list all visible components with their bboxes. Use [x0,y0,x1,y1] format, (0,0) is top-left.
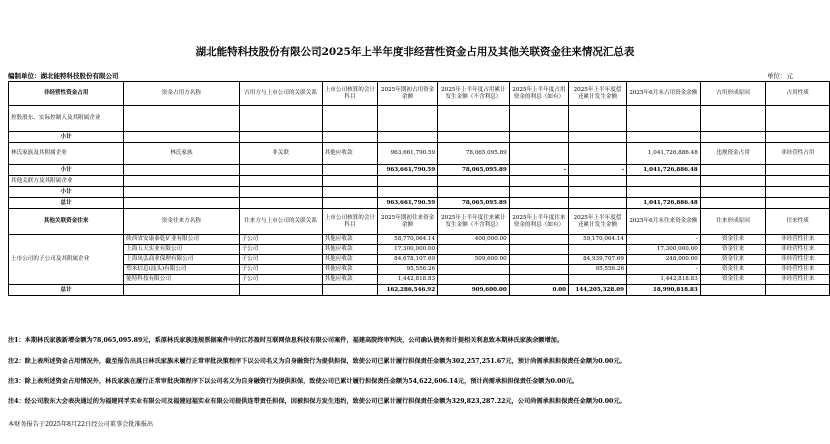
cell: 资金往来 [700,255,766,265]
cell: 非经营性往来 [766,235,830,245]
cell: 非关联 [239,143,322,165]
cell [509,245,568,255]
cell [509,235,568,245]
cell: 1,442,818.83 [627,275,701,285]
cell: 资金往来 [700,265,766,275]
cell: 资金往来 [700,235,766,245]
subtotal-label: 小计 [9,132,124,143]
cell: 78,065,095.89 [438,198,510,209]
col-header: 非经营性资金占用 [9,82,124,106]
cell [509,198,568,209]
cell [509,255,568,265]
header-row-2 [9,209,830,235]
cell: - [627,235,701,245]
group-label: 控股股东、实际控制人及其附属企业 [9,106,124,132]
cell: 0.00 [509,285,568,296]
cell: 84,939,707.69 [569,255,627,265]
cell [569,245,627,255]
report-title: 湖北能特科技股份有限公司2025年上半年度非经营性资金占用及其他关联资金往来情况汇总表 [195,46,635,58]
cell: 1,041,726,886.48 [627,143,701,165]
table-row [9,265,830,275]
cell: 1,041,726,886.48 [627,198,701,209]
col-header: 2025年上半年度偿还累计发生金额 [569,82,627,106]
note-1: 注1：本期林氏家族新增金额为78,065,095.89元，系原林氏家族违规票据案件中的江苏盈时互联网信息科技有限公司案件，福建高院终审判决，公司确认债务和计提相关利息致本期林氏家族余额增加。 [8,337,564,344]
cell: 非经营性往来 [766,275,830,285]
cell: 资金往来 [700,245,766,255]
cell [569,275,627,285]
col-header: 2025年上半年度占用累计发生金额（不含利息） [438,82,510,106]
col-header: 2025年6月末占用资金余额 [627,82,701,106]
total-label: 总计 [9,285,124,296]
cell: 58,770,064.14 [378,235,438,245]
cell: 144,205,328.09 [569,285,627,296]
col-header: 2025年6月末往来资金余额 [627,209,701,235]
subtotal-row [9,187,830,198]
cell: 违规资金占用 [700,143,766,165]
col-header: 占用方与上市公司的关联关系 [239,82,322,106]
cell: 非经营性往来 [766,255,830,265]
cell: 其他应收款 [322,143,378,165]
org-label: 编制单位：湖北能特科技股份有限公司 [8,72,119,80]
note-2: 注2：除上表所述资金占用情况外，截至报告出具日林氏家族未履行正常审批决策程序下以公司名义为自身融资行为提供担保，致使公司已累计履行担保责任金额为302,257,251.67元，预计尚需承担担保责任金额为0.00元。 [8,358,626,365]
total-row [9,198,830,209]
cell: 子公司 [239,245,322,255]
group-label: 林氏家族及其附属企业 [9,143,124,165]
table-row [9,275,830,285]
cell [509,265,568,275]
cell: 59,170,064.14 [569,235,627,245]
cell: 其他应收款 [322,265,378,275]
cell: 其他应收款 [322,245,378,255]
cell [509,275,568,285]
note-4: 注4：经公司股东大会表决通过的为福建同孚实业有限公司及福建冠福实业有限公司提供连带责任担保，因被担保方发生违约，致使公司已累计履行担保责任金额为329,823,287.22元，公司尚需承担担保责任金额为0.00元。 [8,398,626,405]
cell: 18,990,818.83 [627,285,701,296]
cell: 资金往来 [700,275,766,285]
cell: 509,600.00 [438,255,510,265]
cell: 400,000.00 [438,235,510,245]
cell: 非经营性往来 [766,245,830,255]
cell: 子公司 [239,275,322,285]
cell: 塑米信息(汕头)有限公司 [124,265,239,275]
col-header: 资金占用方名称 [124,82,239,106]
total-row [9,285,830,296]
cell: 78,065,095.89 [438,143,510,165]
cell: 能特科技有限公司 [124,275,239,285]
col-header: 2025年期初往来资金余额 [378,209,438,235]
cell: 248,000.00 [627,255,701,265]
cell: - [569,165,627,176]
cell [569,198,627,209]
cell [438,265,510,275]
cell: 上海凤弘商业保理有限公司 [124,255,239,265]
cell: 17,300,000.00 [378,245,438,255]
subtotal-label: 小计 [9,165,124,176]
cell: 其他应收款 [322,255,378,265]
cell: 非经营性往来 [766,265,830,275]
col-header: 上市公司核算的会计科目 [322,209,378,235]
subtotal-row [9,165,830,176]
col-header: 其他关联资金往来 [9,209,124,235]
col-header: 往来方与上市公司的关联关系 [239,209,322,235]
col-header: 占用性质 [766,82,830,106]
group-row [9,106,830,132]
cell: 非经营性占用 [766,143,830,165]
cell: 1,442,818.83 [378,275,438,285]
cell: 963,661,790.59 [378,143,438,165]
cell [438,245,510,255]
cell: 1,041,726,886.48 [627,165,701,176]
cell: 78,065,095.89 [438,165,510,176]
cell: 子公司 [239,265,322,275]
cell [509,143,568,165]
col-header: 2025年上半年度往来资金的利息（如有） [509,209,568,235]
col-header: 上市公司核算的会计科目 [322,82,378,106]
total-label: 总计 [9,198,124,209]
cell: 95,556.26 [569,265,627,275]
col-header: 2025年上半年度占用资金的利息（如有） [509,82,568,106]
cell: 子公司 [239,255,322,265]
table-row [9,143,830,165]
header-row-1 [9,82,830,106]
cell: 其他应收款 [322,235,378,245]
col-header: 往来性质 [766,209,830,235]
group-row [9,176,830,187]
cell: 17,300,000.00 [627,245,701,255]
cell: 162,286,546.92 [378,285,438,296]
cell: - [509,165,568,176]
cell: 95,556.26 [378,265,438,275]
col-header: 2025年上半年度往来累计发生金额（不含利息） [438,209,510,235]
col-header: 2025年上半年度偿还累计发生金额 [569,209,627,235]
cell: 其他应收款 [322,275,378,285]
group-label: 上市公司的子公司及其附属企业 [9,235,124,285]
approval-note: 本财务报告于2025年8月22日经公司董事会批准报出 [8,421,154,428]
subtotal-label: 小计 [9,187,124,198]
cell: 陕西省安康秦乾矿业有限公司 [124,235,239,245]
cell [569,143,627,165]
cell: 上海五天实业有限公司 [124,245,239,255]
table-row [9,255,830,265]
cell: 963,661,790.59 [378,198,438,209]
cell: 963,661,790.59 [378,165,438,176]
cell: 子公司 [239,235,322,245]
summary-table [8,81,830,296]
subtotal-row [9,132,830,143]
col-header: 2025年期初占用资金余额 [378,82,438,106]
cell: - [627,265,701,275]
col-header: 占用形成原因 [700,82,766,106]
cell: 84,678,107.69 [378,255,438,265]
col-header: 资金往来方名称 [124,209,239,235]
cell: 林氏家族 [124,143,239,165]
unit-label: 单位：元 [767,72,793,80]
cell [438,275,510,285]
group-label: 其他关联方及其附属企业 [9,176,124,187]
col-header: 往来形成原因 [700,209,766,235]
note-3: 注3：除上表所述资金占用情况外，林氏家族在履行正常审批决策程序下以公司名义为自身融资行为提供担保，致使公司已累计履行担保责任金额为54,622,606.14元，预计尚需承担担保责任金额为0.00元。 [8,378,579,385]
cell: 909,600.00 [438,285,510,296]
table-row [9,235,830,245]
table-row [9,245,830,255]
